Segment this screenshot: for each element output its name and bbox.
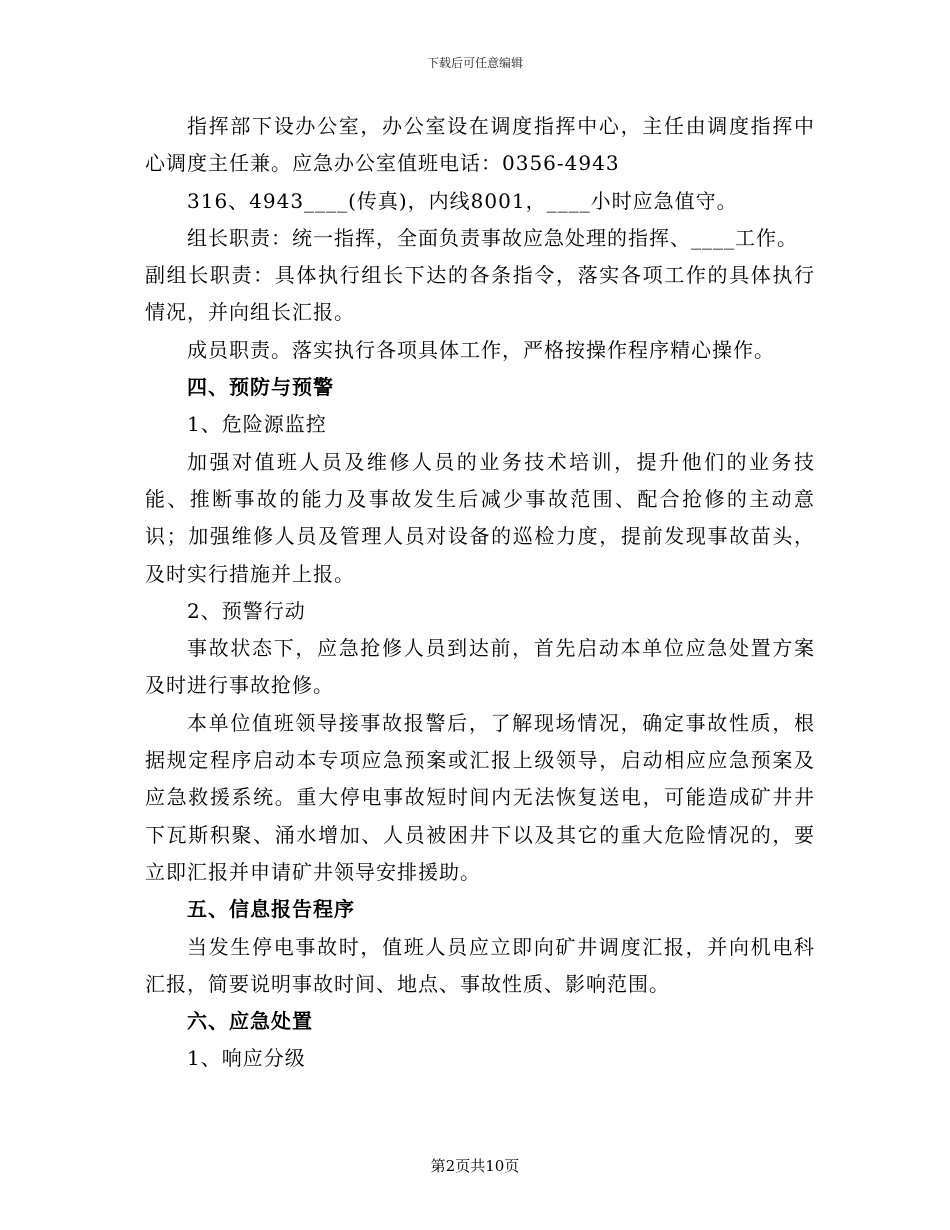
paragraph-phone: 316、4943____(传真)，内线8001，____小时应急值守。 [187, 188, 738, 213]
paragraph-reporting: 当发生停电事故时，值班人员应立即向矿井调度汇报，并向机电科汇报，简要说明事故时间、地点、事故性质、影响范围。 [145, 934, 815, 996]
header-note: 下载后可任意编辑 [426, 56, 523, 70]
paragraph-leader-response: 本单位值班领导接事故报警后，了解现场情况，确定事故性质，根据规定程序启动本专项应急预案或汇报上级领导，启动相应应急预案及应急救援系统。重大停电事故短时间内无法恢复送电，可能造成矿井井下瓦斯积聚、涌水增加、人员被困井下以及其它的重大危险情况的，要立即汇报并申请矿井领导安排援助。 [145, 710, 815, 884]
paragraph-deputy-duty: 副组长职责：具体执行组长下达的各条指令，落实各项工作的具体执行情况，并向组长汇报。 [145, 263, 815, 325]
section-heading-prevention: 四、预防与预警 [187, 375, 334, 400]
section-heading-response: 六、应急处置 [187, 1009, 313, 1034]
paragraph-emergency-repair: 事故状态下，应急抢修人员到达前，首先启动本单位应急处置方案及时进行事故抢修。 [145, 636, 815, 698]
subheading-hazard-monitoring: 1、危险源监控 [187, 412, 327, 437]
document-body [145, 108, 815, 1078]
paragraph-member-duty: 成员职责。落实执行各项具体工作，严格按操作程序精心操作。 [187, 337, 775, 362]
paragraph-office: 指挥部下设办公室，办公室设在调度指挥中心，主任由调度指挥中心调度主任兼。应急办公室值班电话：0356-4943 [145, 114, 815, 176]
paragraph-leader-duty: 组长职责：统一指挥，全面负责事故应急处理的指挥、____工作。 [187, 225, 798, 250]
subheading-warning-action: 2、预警行动 [187, 598, 306, 623]
section-heading-reporting: 五、信息报告程序 [187, 897, 355, 922]
page-number: 第2页共10页 [430, 1157, 520, 1175]
paragraph-training: 加强对值班人员及维修人员的业务技术培训，提升他们的业务技能、推断事故的能力及事故发生后减少事故范围、配合抢修的主动意识；加强维修人员及管理人员对设备的巡检力度，提前发现事故苗头，及时实行措施并上报。 [145, 449, 815, 586]
subheading-response-levels: 1、响应分级 [187, 1046, 306, 1071]
